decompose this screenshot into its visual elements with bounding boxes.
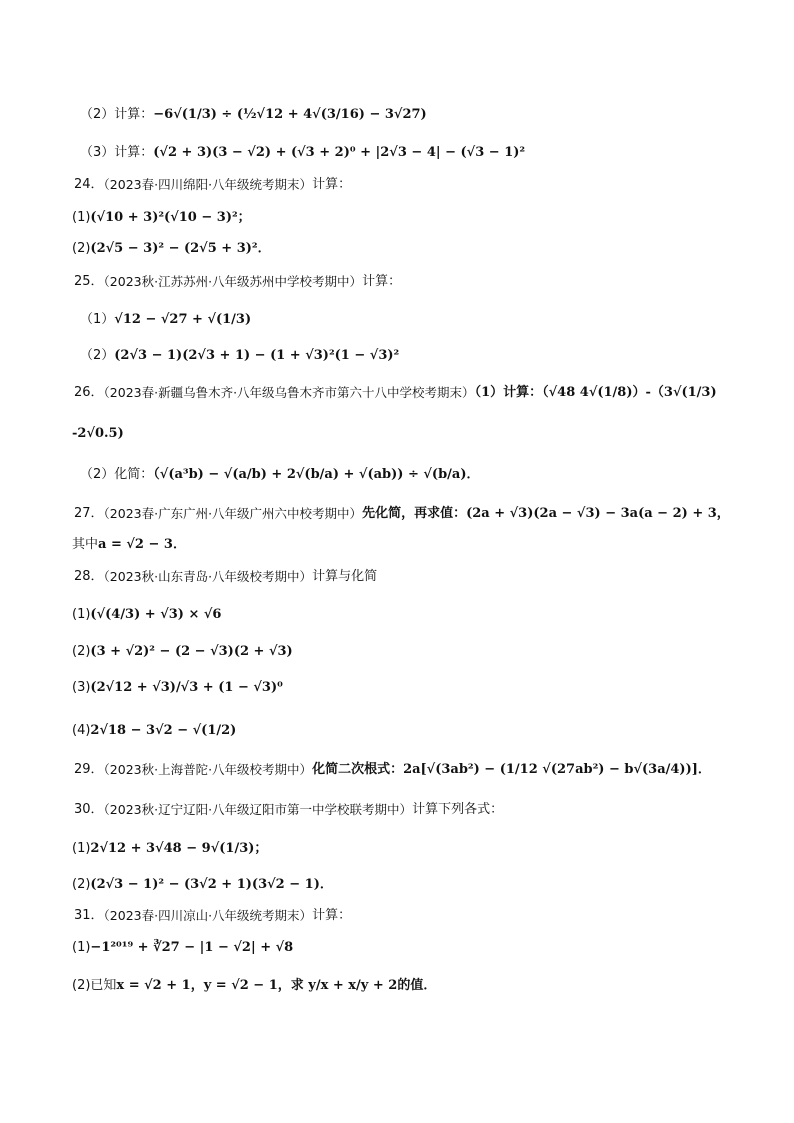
q28-part-4 [72,721,236,742]
math-expression: a = √2 − 3． [98,537,186,552]
problem-prompt: 化简二次根式：2a[√(3ab²) − (1/12 √(27ab²) − b√(3a/4))]． [312,762,711,777]
item-label: (3) [72,680,91,695]
math-expression: (2√12 + √3)/√3 + (1 − √3)⁰ [90,680,283,695]
q28-part-2 [72,642,293,663]
item-label: （1） [80,312,115,327]
math-expression: (√2 + 3)(3 − √2) + (√3 + 2)⁰ + |2√3 − 4| − (√3 − 1)² [153,145,526,160]
problem-source: （2023秋·山东青岛·八年级校考期中） [103,569,313,584]
problem-number: 26． [74,385,104,400]
problem-31 [74,906,351,927]
item-label: (2)已知 [72,978,117,993]
math-expression: −1²⁰¹⁹ + ∛27 − |1 − √2| + √8 [90,940,294,955]
math-expression: x = √2 + 1，y = √2 − 1，求 y/x + x/y + 2的值． [116,978,437,993]
problem-number: 31． [74,908,104,923]
q24-part-1 [72,208,251,229]
q30-part-2 [72,875,333,896]
q25-part-2 [80,346,399,367]
problem-prompt: 计算： [362,274,402,289]
math-expression: (√(4/3) + √3) × √6 [90,607,222,622]
q25-part-1 [80,310,251,331]
problem-prompt: 计算： [312,908,352,923]
item-label: (1) [72,210,91,225]
problem-prompt: 先化简，再求值：(2a + √3)(2a − √3) − 3a(a − 2) + 3， [362,506,730,521]
problem-number: 24． [74,177,104,192]
item-label: (2) [72,644,91,659]
q27-continuation [72,535,186,556]
problem-source: （2023春·广东广州·八年级广州六中校考期中） [103,506,363,521]
math-expression: −6√(1/3) ÷ (½√12 + 4√(3/16) − 3√27) [153,107,427,122]
item-label: (4) [72,723,91,738]
problem-source: （2023秋·辽宁辽阳·八年级辽阳市第一中学校联考期中） [103,802,413,817]
item-label: (2) [72,877,91,892]
problem-26 [74,383,717,404]
q26-continuation [72,424,124,445]
problem-prompt: 计算： [312,177,352,192]
problem-number: 27． [74,506,104,521]
problem-number: 25． [74,274,104,289]
item-label: （2） [80,348,115,363]
problem-source: （2023春·四川凉山·八年级统考期末） [103,908,313,923]
item-label: 其中 [72,537,99,552]
item-label: （2）化简： [80,467,154,482]
problem-29 [74,760,711,781]
item-label: (1) [72,940,91,955]
problem-source: （2023秋·江苏苏州·八年级苏州中学校考期中） [103,274,363,289]
item-label: （2）计算： [80,107,154,122]
problem-prompt: （1）计算：（√48 4√(1/8)）-（3√(1/3) [474,385,717,400]
problem-number: 29． [74,762,104,777]
q23-part-2 [80,105,427,126]
item-label: (1) [72,607,91,622]
problem-source: （2023春·新疆乌鲁木齐·八年级乌鲁木齐市第六十八中学校考期末） [103,385,475,400]
math-expression: (√10 + 3)²(√10 − 3)²； [90,210,251,225]
q23-part-3 [80,143,525,164]
q28-part-1 [72,605,221,626]
problem-25 [74,272,401,293]
math-expression: (2√3 − 1)² − (3√2 + 1)(3√2 − 1)． [90,877,333,892]
item-label: (2) [72,241,91,256]
math-expression: √12 − √27 + √(1/3) [114,312,252,327]
problem-source: （2023秋·上海普陀·八年级校考期中） [103,762,313,777]
q28-part-3 [72,678,283,699]
problem-number: 30． [74,802,104,817]
problem-prompt: 计算与化简 [312,569,378,584]
q26-part-2 [80,465,480,486]
item-label: （3）计算： [80,145,154,160]
math-expression: -2√0.5) [72,426,124,441]
problem-24 [74,175,351,196]
problem-28 [74,567,377,588]
problem-source: （2023春·四川绵阳·八年级统考期末） [103,177,313,192]
math-expression: 2√12 + 3√48 − 9√(1/3)； [90,841,268,856]
q31-part-1 [72,938,293,959]
q24-part-2 [72,239,271,260]
item-label: (1) [72,841,91,856]
math-expression: （√(a³b) − √(a/b) + 2√(b/a) + √(ab)) ÷ √(b/a)． [153,467,480,482]
problem-prompt: 计算下列各式： [412,802,504,817]
problem-number: 28． [74,569,104,584]
math-expression: (3 + √2)² − (2 − √3)(2 + √3) [90,644,293,659]
problem-27 [74,504,730,525]
q30-part-1 [72,839,267,860]
math-expression: (2√5 − 3)² − (2√5 + 3)²． [90,241,271,256]
problem-30 [74,800,503,821]
math-expression: 2√18 − 3√2 − √(1/2) [90,723,237,738]
q31-part-2 [72,976,436,997]
math-expression: (2√3 − 1)(2√3 + 1) − (1 + √3)²(1 − √3)² [114,348,400,363]
